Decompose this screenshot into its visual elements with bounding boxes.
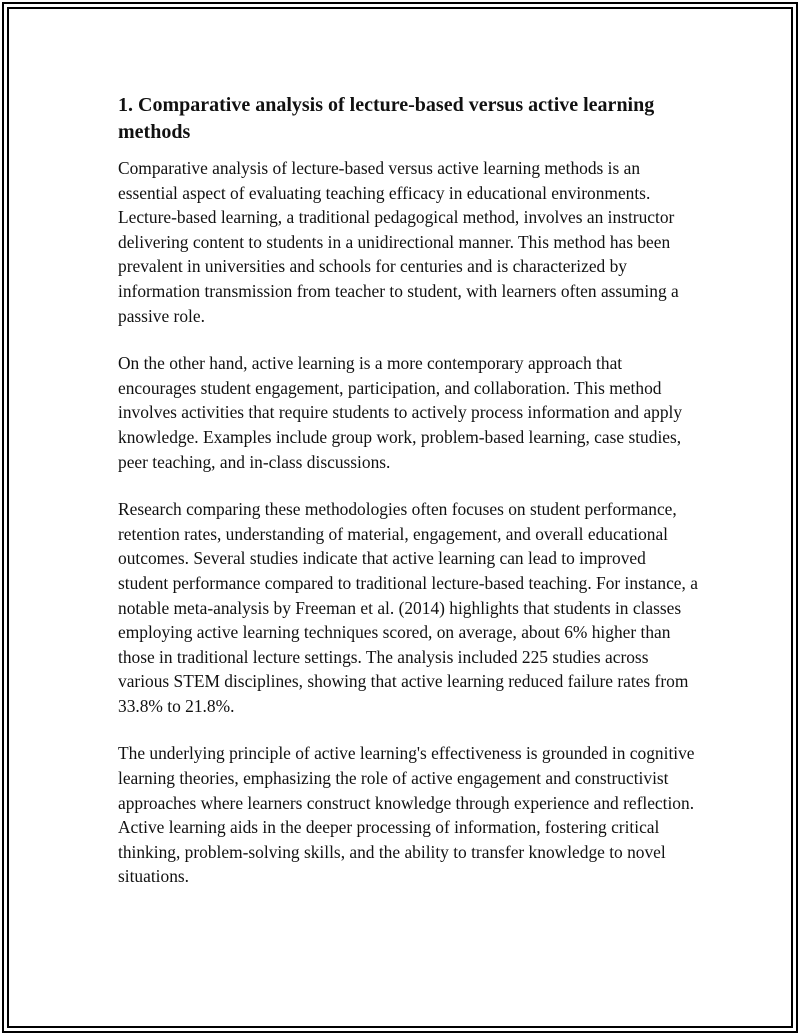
paragraph-4: The underlying principle of active learning's effectiveness is grounded in cognitive learning theories, emphasizing the role of active engagement and constructivist approaches where learners construct knowledge through experience and reflection. Active learning aids in the deeper processing of information, fostering critical thinking, problem-solving skills, and the ability to transfer knowledge to novel situations.	[118, 743, 695, 887]
section-heading: 1. Comparative analysis of lecture-based versus active learning methods	[118, 94, 655, 143]
paragraph-3: Research comparing these methodologies often focuses on student performance, retention rates, understanding of material, engagement, and overall educational outcomes. Several studies indicate that active learning can lead to improved student performance compared to traditional lecture-based teaching. For instance, a notable meta-analysis by Freeman et al. (2014) highlights that students in classes employing active learning techniques scored, on average, about 6% higher than those in traditional lecture settings. The analysis included 225 studies across various STEM disciplines, showing that active learning reduced failure rates from 33.8% to 21.8%.	[118, 499, 698, 716]
paragraph-2: On the other hand, active learning is a more contemporary approach that encourages student engagement, participation, and collaboration. This method involves activities that require students to actively process information and apply knowledge. Examples include group work, problem-based learning, case studies, peer teaching, and in-class discussions.	[118, 353, 683, 472]
document-body	[118, 92, 698, 912]
paragraph-1: Comparative analysis of lecture-based versus active learning methods is an essential aspect of evaluating teaching efficacy in educational environments. Lecture-based learning, a traditional pedagogical method, involves an instructor delivering content to students in a unidirectional manner. This method has been prevalent in universities and schools for centuries and is characterized by information transmission from teacher to student, with learners often assuming a passive role.	[118, 158, 679, 326]
